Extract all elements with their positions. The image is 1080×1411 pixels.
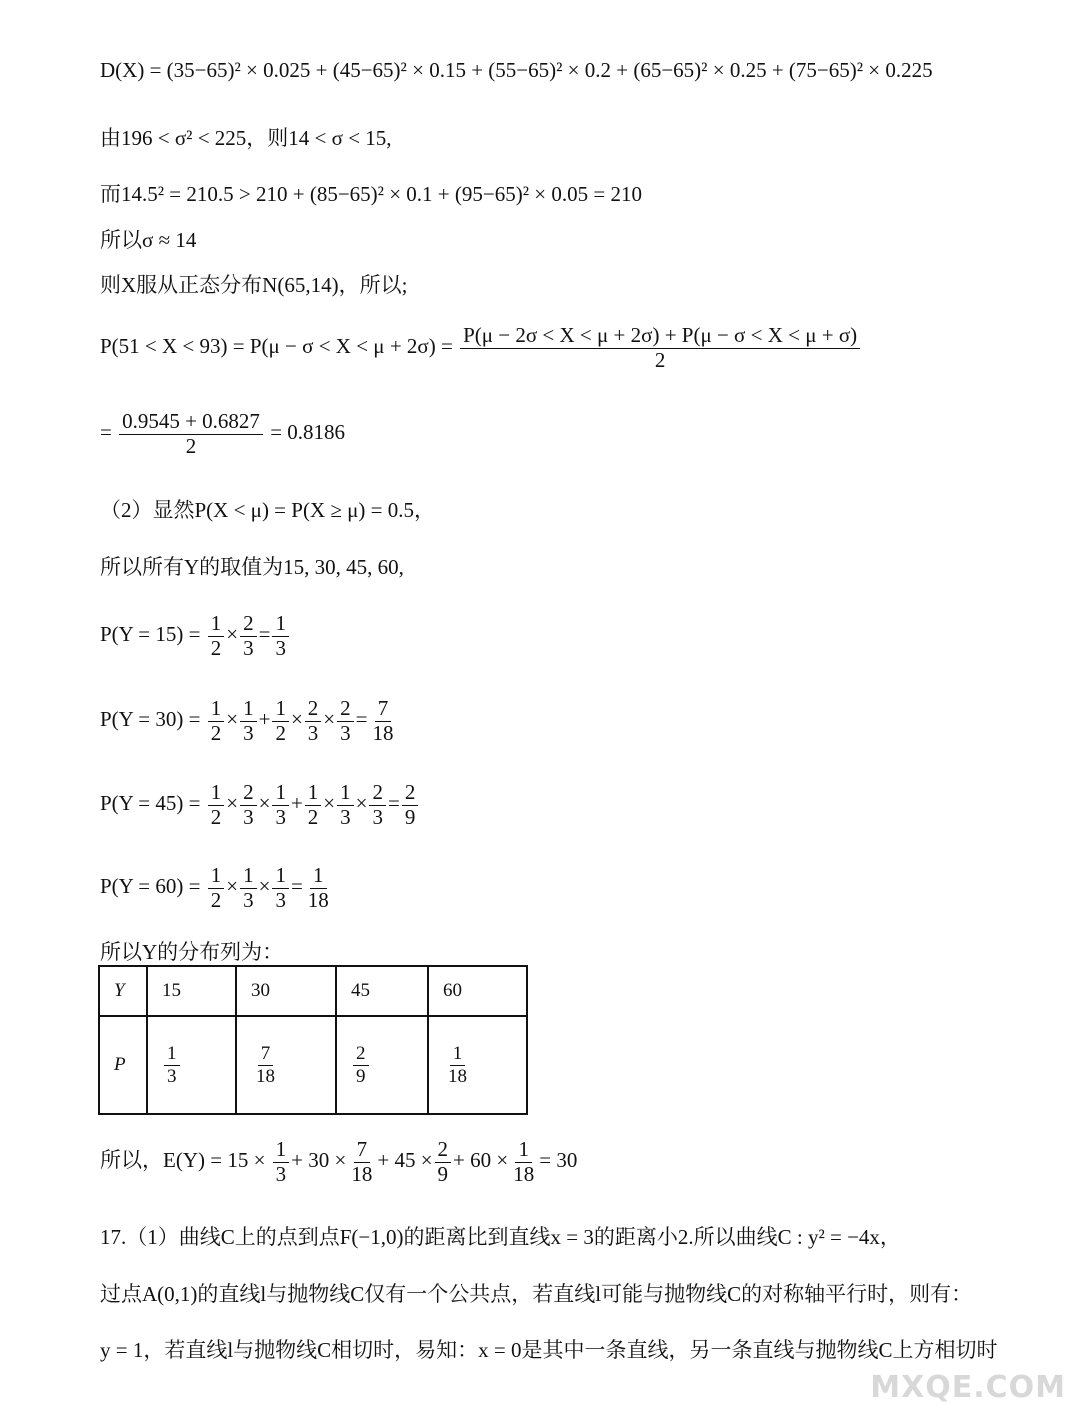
y-values: 所以所有Y的取值为15, 30, 45, 60, — [100, 555, 404, 579]
distribution-table — [98, 965, 528, 1115]
table-header-cell: 60 — [428, 966, 527, 1016]
probability-lhs: P(51 < X < 93) = P(μ − σ < X < μ + 2σ) = — [100, 333, 453, 358]
watermark-logo: MXQE.COM — [870, 1370, 1066, 1405]
problem-17-line-2: 过点A(0,1)的直线l与抛物线C仅有一个公共点，若直线l可能与抛物线C的对称轴平行时，则有： — [100, 1282, 973, 1306]
table-header-cell: Y — [99, 966, 147, 1016]
problem-17-line-3: y = 1，若直线l与抛物线C相切时，易知：x = 0是其中一条直线，另一条直线与抛物线C上方相切时 — [100, 1338, 998, 1362]
expectation: 所以，E(Y) = 15 × $\frac{1}{3}$ + 30 × $\frac{7}{18}$ + 45 × $\frac{2}{9}$ + 60 × $\frac{1}{18}$ = 30 — [100, 1137, 578, 1186]
table-cell: $\frac{7}{18}$ — [236, 1016, 336, 1114]
probability-value-fraction: $\frac{0.9545 + 0.6827}{2}$ — [119, 410, 263, 458]
sigma-bound: 由196 < σ² < 225，则14 < σ < 15, — [100, 126, 392, 150]
probability-fraction: $\frac{P(\mu - 2\sigma < X < \mu + 2\sigma) + P(\mu - \sigma < X < \mu + \sigma)}{2}$ — [460, 324, 860, 372]
table-row — [99, 1016, 527, 1114]
probability-expression — [100, 324, 862, 372]
table-header-cell: 30 — [236, 966, 336, 1016]
variance-formula: D(X) = (35−65)² × 0.025 + (45−65)² × 0.15 + (55−65)² × 0.2 + (65−65)² × 0.25 + (75−65)² × 0.225 — [100, 58, 933, 82]
table-cell: $\frac{1}{3}$ — [147, 1016, 236, 1114]
prob-y-60: P(Y = 60) = $\frac{1}{2}$ × $\frac{1}{3}$ × $\frac{1}{3}$ = $\frac{1}{18}$ — [100, 863, 329, 912]
bound-check: 而14.5² = 210.5 > 210 + (85−65)² × 0.1 + (95−65)² × 0.05 = 210 — [100, 182, 642, 206]
table-cell: P — [99, 1016, 147, 1114]
sigma-approx: 所以σ ≈ 14 — [100, 228, 197, 252]
prob-y-45: P(Y = 45) = $\frac{1}{2}$ × $\frac{2}{3}$ × $\frac{1}{3}$ + $\frac{1}{2}$ × $\frac{1}{3}$ × $\frac{2}{3}$ = $\frac{2}{9}$ — [100, 781, 420, 829]
prob-y-30: P(Y = 30) = $\frac{1}{2}$ × $\frac{1}{3}$ + $\frac{1}{2}$ × $\frac{2}{3}$ × $\frac{2}{3}$ = $\frac{7}{18}$ — [100, 696, 394, 745]
problem-17-part-1: 17.（1）曲线C上的点到点F(−1,0)的距离比到直线x = 3的距离小2.所以曲线C : y² = −4x， — [100, 1225, 901, 1249]
table-row — [99, 966, 527, 1016]
prob-y-15: P(Y = 15) = $\frac{1}{2}$ × $\frac{2}{3}$ = $\frac{1}{3}$ — [100, 612, 291, 660]
part-2-intro: （2）显然P(X < μ) = P(X ≥ μ) = 0.5， — [100, 498, 435, 522]
table-cell: $\frac{2}{9}$ — [336, 1016, 428, 1114]
distribution-title: 所以Y的分布列为： — [100, 940, 284, 964]
table-cell: $\frac{1}{18}$ — [428, 1016, 527, 1114]
normal-distribution: 则X服从正态分布N(65,14)，所以; — [100, 273, 408, 297]
table-header-cell: 15 — [147, 966, 236, 1016]
table-header-cell: 45 — [336, 966, 428, 1016]
probability-value: = $\frac{0.9545 + 0.6827}{2}$ = 0.8186 — [100, 409, 346, 458]
